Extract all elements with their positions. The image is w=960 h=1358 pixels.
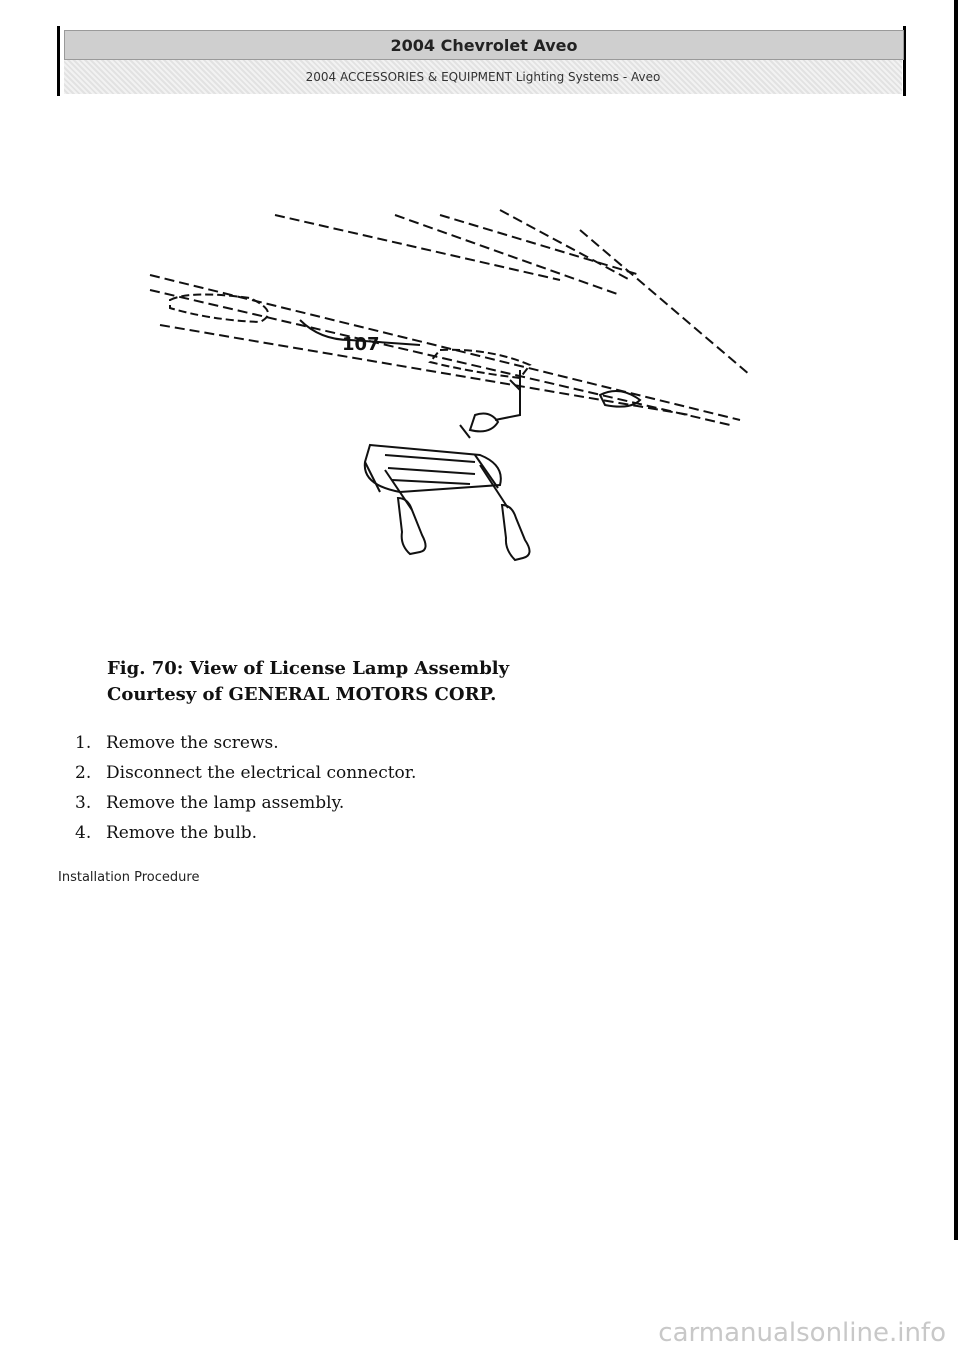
removal-steps [75,728,416,848]
step-text: Disconnect the electrical connector. [106,763,417,783]
license-lamp-diagram [130,200,770,590]
list-item [75,818,416,848]
step-text: Remove the bulb. [106,823,258,843]
step-number: 1. [75,733,92,753]
callout-label: 107 [342,334,380,355]
figure-caption-credit: Courtesy of GENERAL MOTORS CORP. [107,684,497,705]
document-title: 2004 Chevrolet Aveo [64,30,904,60]
figure-caption [107,656,509,708]
list-item [75,728,416,758]
figure-caption-title: Fig. 70: View of License Lamp Assembly [107,658,510,679]
page-border-left [57,26,60,96]
site-watermark: carmanualsonline.info [658,1318,946,1348]
step-text: Remove the lamp assembly. [106,793,345,813]
step-number: 3. [75,793,92,813]
step-text: Remove the screws. [106,733,279,753]
section-heading: Installation Procedure [58,870,200,885]
step-number: 4. [75,823,92,843]
page-edge-right [954,0,958,1240]
document-subtitle: 2004 ACCESSORIES & EQUIPMENT Lighting Systems - Aveo [64,60,902,94]
step-number: 2. [75,763,92,783]
list-item [75,788,416,818]
list-item [75,758,416,788]
